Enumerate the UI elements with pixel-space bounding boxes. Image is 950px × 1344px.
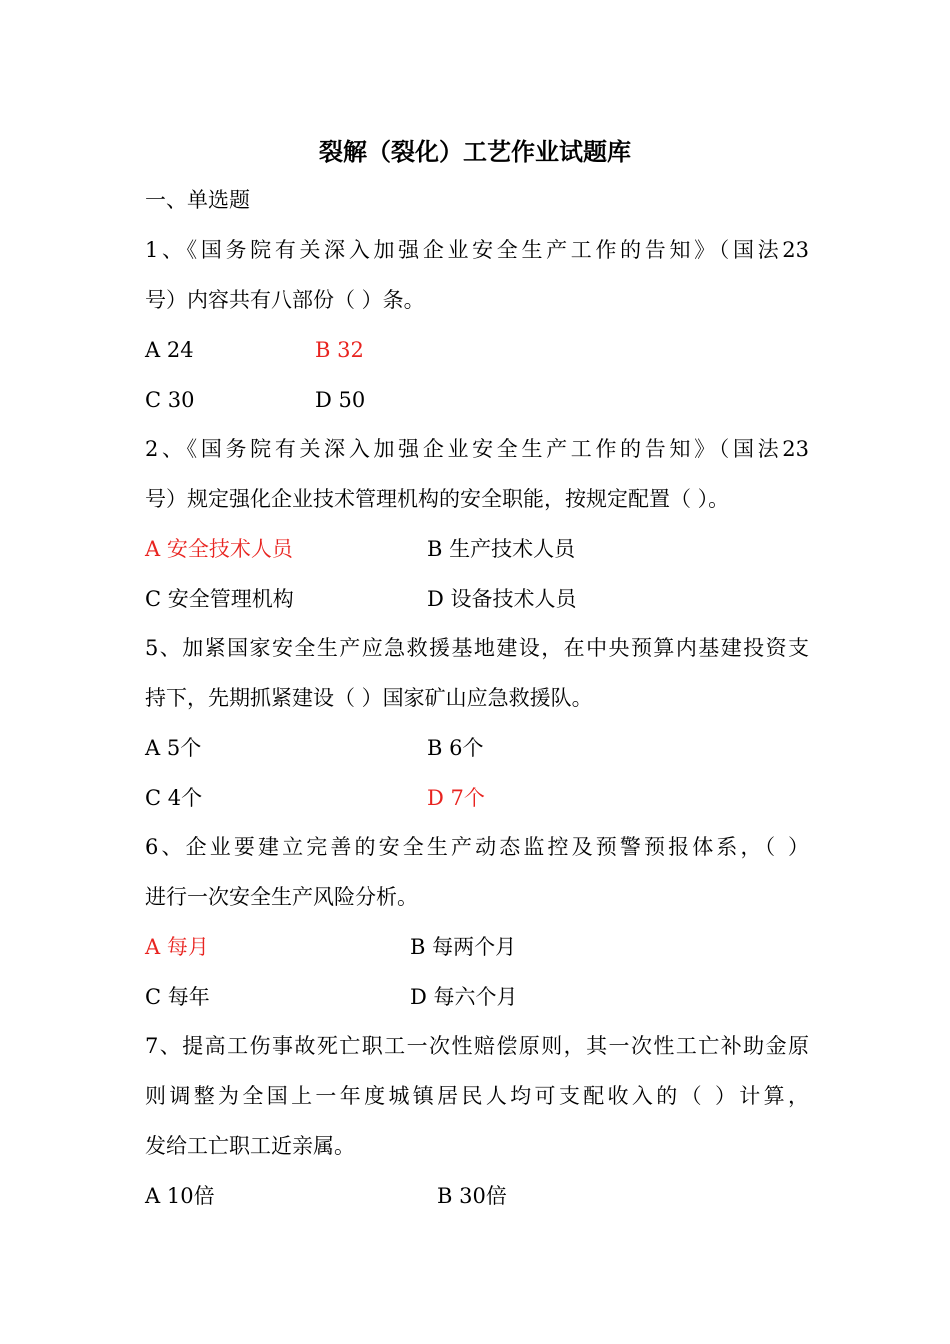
question-6-line-2: 进行一次安全生产风险分析。 (145, 885, 418, 909)
question-1-line-2: 号）内容共有八部份（ ）条。 (145, 288, 425, 312)
question-7-line-2: 则调整为全国上一年度城镇居民人均可支配收入的（ ）计算， (145, 1084, 809, 1108)
question-5-line-1: 5、加紧国家安全生产应急救援基地建设，在中央预算内基建投资支 (145, 636, 809, 660)
question-1-line-1: 1、《国务院有关深入加强企业安全生产工作的告知》（国法23 (145, 238, 809, 262)
question-1-option-b: B 32 (315, 338, 364, 362)
question-1-option-a: A 24 (145, 338, 194, 362)
question-2-option-c: C 安全管理机构 (145, 587, 294, 611)
question-5-line-2: 持下，先期抓紧建设（ ）国家矿山应急救援队。 (145, 686, 593, 710)
question-7-option-a: A 10倍 (145, 1184, 215, 1208)
question-7-line-1: 7、提高工伤事故死亡职工一次性赔偿原则，其一次性工亡补助金原 (145, 1034, 809, 1058)
question-5-option-a: A 5个 (145, 736, 202, 760)
question-6-option-b: B 每两个月 (410, 935, 517, 959)
question-2-option-b: B 生产技术人员 (427, 537, 576, 561)
question-2-option-a: A 安全技术人员 (145, 537, 293, 561)
question-2-line-1: 2、《国务院有关深入加强企业安全生产工作的告知》（国法23 (145, 437, 809, 461)
question-5-option-c: C 4个 (145, 786, 203, 810)
question-5-option-d: D 7个 (427, 786, 485, 810)
question-6-option-d: D 每六个月 (410, 985, 518, 1009)
section-heading: 一、单选题 (145, 188, 250, 212)
question-1-option-d: D 50 (315, 388, 366, 412)
question-2-line-2: 号）规定强化企业技术管理机构的安全职能，按规定配置（ ）。 (145, 487, 730, 511)
page-title: 裂解（裂化）工艺作业试题库 (319, 138, 631, 166)
question-7-option-b: B 30倍 (437, 1184, 507, 1208)
question-6-option-c: C 每年 (145, 985, 210, 1009)
question-6-line-1: 6、企业要建立完善的安全生产动态监控及预警预报体系，（ ） (145, 835, 809, 859)
question-2-option-d: D 设备技术人员 (427, 587, 577, 611)
question-1-option-c: C 30 (145, 388, 195, 412)
question-5-option-b: B 6个 (427, 736, 484, 760)
question-7-line-3: 发给工亡职工近亲属。 (145, 1134, 355, 1158)
question-6-option-a: A 每月 (145, 935, 209, 959)
